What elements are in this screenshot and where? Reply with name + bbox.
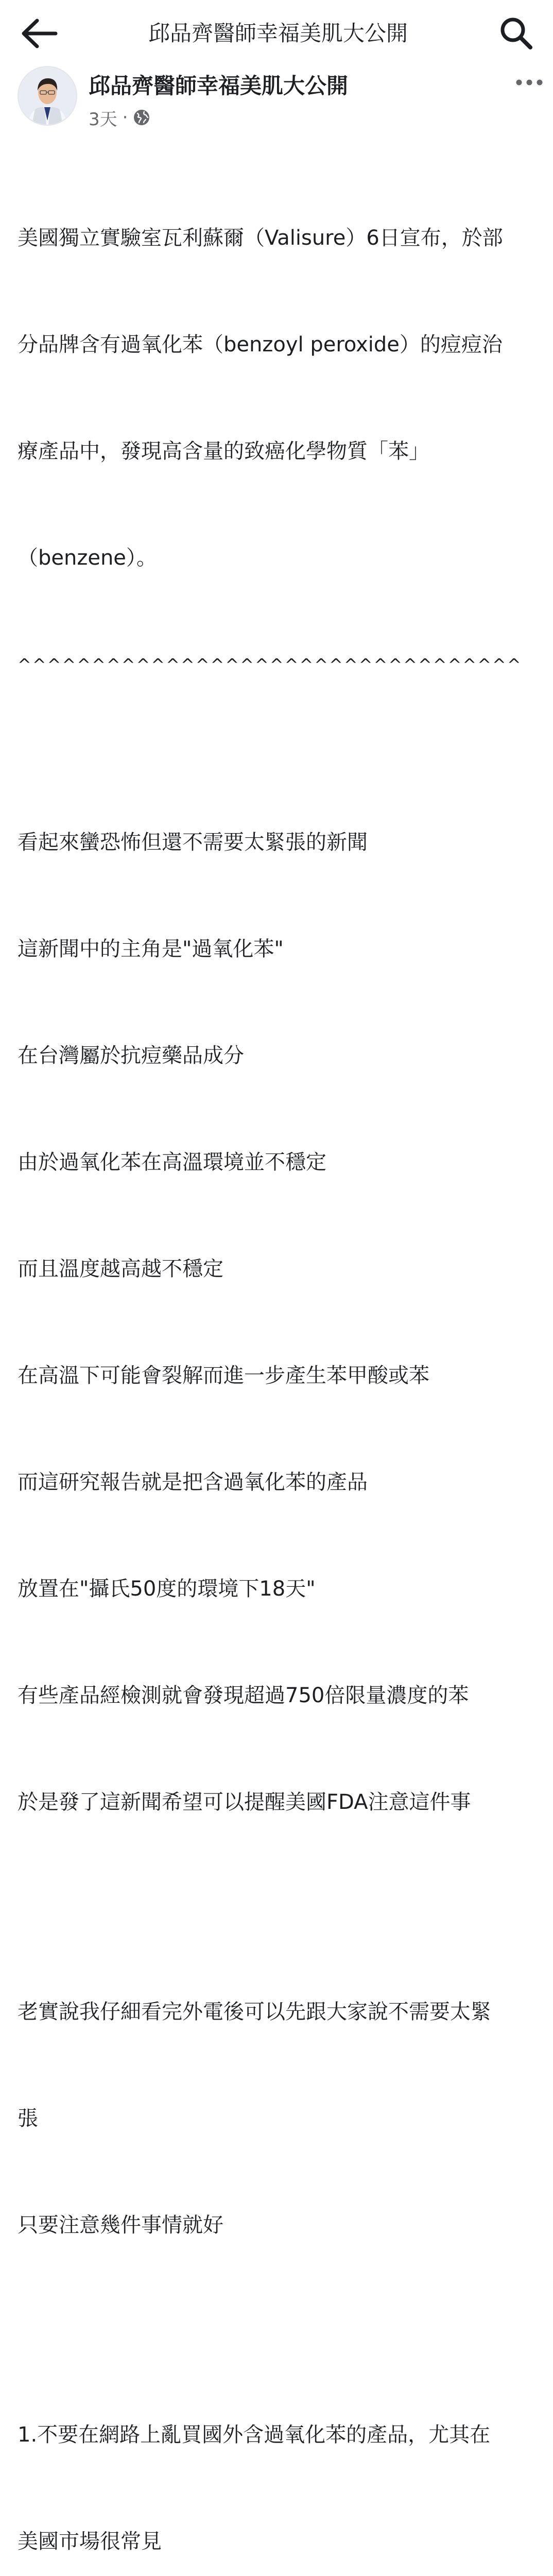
meta-separator: · — [122, 107, 128, 128]
post-line: 分品牌含有過氧化苯（benzoyl peroxide）的痘痘治 — [18, 333, 503, 357]
post-paragraph-summary — [18, 1923, 538, 2314]
post-line: 美國市場很常見 — [18, 2530, 162, 2553]
search-icon — [497, 14, 535, 53]
post-line-divider: ^^^^^^^^^^^^^^^^^^^^^^^^^^^^^^^^^^ — [18, 655, 522, 674]
post-line: 看起來蠻恐怖但還不需要太緊張的新聞 — [18, 831, 368, 854]
search-button[interactable] — [497, 14, 535, 53]
globe-icon — [133, 109, 150, 126]
page-title: 邱品齊醫師幸福美肌大公開 — [148, 21, 408, 46]
post-line: 1.不要在網路上亂買國外含過氧化苯的產品，尤其在 — [18, 2423, 491, 2447]
post-header — [0, 66, 553, 143]
author-photo — [19, 67, 76, 125]
post-line: 美國獨立實驗室瓦利蘇爾（Valisure）6日宣布，於部 — [18, 226, 503, 250]
post-meta — [89, 106, 150, 129]
top-bar — [0, 0, 553, 66]
post-line: 而且溫度越高越不穩定 — [18, 1257, 223, 1281]
post-line: 而這研究報告就是把含過氧化苯的產品 — [18, 1470, 368, 1494]
post-author-name[interactable]: 邱品齊醫師幸福美肌大公開 — [89, 73, 349, 98]
post-line: 於是發了這新聞希望可以提醒美國FDA注意這件事 — [18, 1790, 471, 1814]
post-paragraph-intro — [18, 149, 538, 754]
post-line: 由於過氧化苯在高溫環境並不穩定 — [18, 1150, 326, 1174]
post-line: （benzene）。 — [18, 546, 157, 570]
post-line: 放置在"攝氏50度的環境下18天" — [18, 1577, 316, 1601]
arrow-left-icon — [19, 15, 63, 52]
post-time[interactable]: 3天 — [89, 109, 117, 130]
post-paragraph-explanation — [18, 754, 538, 1891]
post-line: 有些產品經檢測就會發現超過750倍限量濃度的苯 — [18, 1684, 469, 1707]
avatar[interactable] — [18, 66, 77, 126]
back-button[interactable] — [19, 15, 63, 52]
post-line: 老實說我仔細看完外電後可以先跟大家說不需要太緊 — [18, 2000, 491, 2024]
more-options-button[interactable] — [514, 71, 545, 94]
post-line: 療產品中，發現高含量的致癌化學物質「苯」 — [18, 439, 429, 463]
paragraph-gap — [18, 1891, 538, 1923]
more-horizontal-icon — [514, 71, 545, 94]
post-line: 只要注意幾件事情就好 — [18, 2213, 223, 2237]
post-line: 在台灣屬於抗痘藥品成分 — [18, 1044, 244, 1067]
post-paragraph-tip-1 — [18, 2346, 538, 2576]
post-line: 在高溫下可能會裂解而進一步產生苯甲酸或苯 — [18, 1364, 429, 1387]
paragraph-gap — [18, 2314, 538, 2346]
post-line: 張 — [18, 2107, 38, 2130]
post-line: 這新聞中的主角是"過氧化苯" — [18, 937, 284, 961]
post-body — [18, 149, 538, 2576]
